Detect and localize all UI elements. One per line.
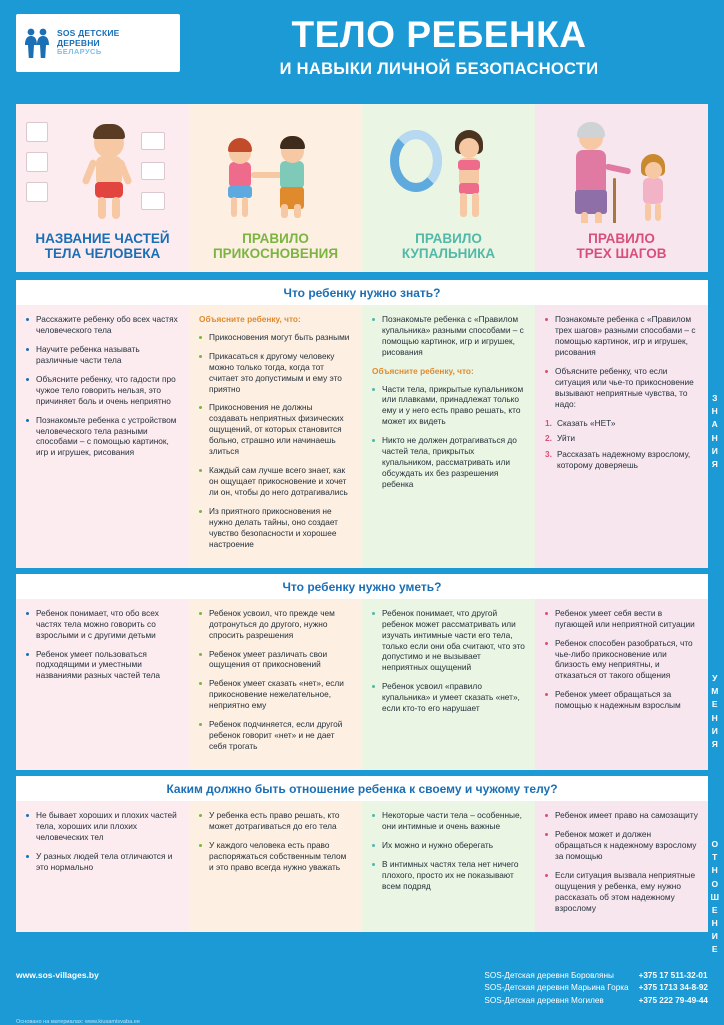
cane-shape xyxy=(613,178,616,223)
list-item: Ребенок понимает, что другой ребенок может рассматривать или изучать интимные части его тела, только если они оба считают, что это допустимо и не вызывает неприятных ощущений xyxy=(372,608,526,674)
list-item: Познакомьте ребенка с «Правилом купальника» разными способами – с помощью картинок, игр и игрушек, рисования xyxy=(372,314,526,358)
topic-caption-line-2: ТЕЛА ЧЕЛОВЕКА xyxy=(44,246,161,262)
topic-caption-line-2: ПРИКОСНОВЕНИЯ xyxy=(212,246,339,262)
list-item: Из приятного прикосновения не нужно делать тайны, оно создает чувство безопасности и хорошее настроение xyxy=(199,506,353,550)
section-banner-knowledge: Что ребенку нужно знать? xyxy=(16,280,708,305)
topic-column-touch-rule xyxy=(189,104,362,272)
attitude-col-body-parts xyxy=(16,801,189,932)
list-item: Познакомьте ребенка с «Правилом трех шагов» разными способами – с помощью картинок, игр и игрушек, рисования xyxy=(545,314,699,358)
topic-column-swimsuit-rule xyxy=(362,104,535,272)
leg-shape xyxy=(655,203,661,221)
contact-names xyxy=(484,970,628,1007)
page-title: ТЕЛО РЕБЕНКА xyxy=(291,14,587,55)
logo-line-1: SOS ДЕТСКИЕ xyxy=(57,28,120,39)
illustration-boy-body-parts xyxy=(16,104,189,223)
attitude-col-swimsuit xyxy=(362,801,535,932)
bullet-list xyxy=(545,608,699,712)
leg-shape xyxy=(98,197,106,219)
list-item: Ребенок умеет пользоваться подходящими и уместными названиями разных частей тела xyxy=(26,649,180,682)
hair-shape xyxy=(577,122,605,138)
topic-caption xyxy=(362,223,535,272)
knowledge-col-three-steps xyxy=(535,305,708,568)
list-item: Познакомьте ребенка с устройством человеческого тела разными способами – с помощью картинок, игр и игрушек, рисования xyxy=(26,415,180,459)
list-item: Объясните ребенку, что если ситуация или чье-то прикосновение вызывают неприятные чувства, то надо: xyxy=(545,366,699,410)
topic-caption-line-1: ПРАВИЛО xyxy=(415,230,482,246)
torso-shape xyxy=(229,162,251,188)
section-knowledge xyxy=(16,305,708,568)
logo-box xyxy=(16,14,180,72)
list-item: У каждого человека есть право распоряжаться собственным телом и это право всегда нужно уважать xyxy=(199,840,353,873)
side-label-skills: У М Е Н И Я xyxy=(711,673,719,749)
leg-shape xyxy=(281,204,288,218)
logo-text xyxy=(57,29,120,56)
topic-caption-line-2: ТРЕХ ШАГОВ xyxy=(576,246,667,262)
step-item: Уйти xyxy=(557,433,576,444)
section-banner-attitude: Каким должно быть отношение ребенка к своему и чужому телу? xyxy=(16,776,708,801)
step-item: Сказать «НЕТ» xyxy=(557,417,616,428)
bullet-list xyxy=(26,608,180,682)
leg-shape xyxy=(112,197,120,219)
topic-caption-line-2: КУПАЛЬНИКА xyxy=(401,246,496,262)
list-item: Некоторые части тела – особенные, они интимные и очень важные xyxy=(372,810,526,832)
contact-name: SOS-Детская деревня Могилев xyxy=(484,995,604,1005)
knowledge-col-body-parts xyxy=(16,305,189,568)
bullet-list xyxy=(545,810,699,914)
list-item: Ребенок способен разобраться, что чье-либо прикосновение или близость ему неприятны, и отказаться от такого общения xyxy=(545,638,699,682)
website-link[interactable]: www.sos-villages.by xyxy=(16,970,99,980)
list-item: Ребенок умеет себя вести в пугающей или неприятной ситуации xyxy=(545,608,699,630)
sos-childrens-villages-logo-icon xyxy=(24,26,50,60)
topic-caption-line-1: НАЗВАНИЕ ЧАСТЕЙ xyxy=(35,230,170,246)
hair-shape xyxy=(280,136,305,149)
skirt-shape xyxy=(228,186,252,198)
card-icon xyxy=(26,152,48,172)
poster-footer xyxy=(0,962,724,1024)
topic-column-three-steps-rule xyxy=(535,104,708,272)
bullet-list xyxy=(26,314,180,458)
side-label-knowledge: З Н А Н И Я xyxy=(711,393,719,469)
list-item: Каждый сам лучше всего знает, как он ощущает прикосновение и хочет ли он, чтобы до него дотрагивались xyxy=(199,465,353,498)
skills-col-body-parts xyxy=(16,599,189,770)
attitude-col-touch xyxy=(189,801,362,932)
torso-shape xyxy=(643,178,663,204)
page-subtitle: И НАВЫКИ ЛИЧНОЙ БЕЗОПАСНОСТИ xyxy=(279,60,599,78)
topic-caption-line-1: ПРАВИЛО xyxy=(588,230,655,246)
contact-phone: +375 1713 34-8-92 xyxy=(638,983,708,993)
logo-line-3: БЕЛАРУСЬ xyxy=(57,47,102,57)
contact-phones xyxy=(639,970,708,1007)
card-icon xyxy=(26,122,48,142)
swimsuit-top-shape xyxy=(458,160,480,170)
list-item: Не бывает хороших и плохих частей тела, хороших или плохих человеческих тел xyxy=(26,810,180,843)
knowledge-col-touch xyxy=(189,305,362,568)
leg-shape xyxy=(645,203,651,221)
skirt-shape xyxy=(575,190,607,214)
list-item: Части тела, прикрытые купальником или плавками, принадлежат только ему и у него есть право решать, кто может их видеть xyxy=(372,384,526,428)
leg-shape xyxy=(294,204,301,218)
leg-shape xyxy=(242,197,248,217)
shorts-shape xyxy=(95,182,123,198)
steps-list xyxy=(545,418,699,471)
section-skills xyxy=(16,599,708,770)
bullet-list xyxy=(372,608,526,714)
head-shape xyxy=(645,162,662,179)
head-shape xyxy=(459,138,479,158)
hair-shape xyxy=(228,138,252,152)
topic-column-body-parts xyxy=(16,104,189,272)
list-item: В интимных частях тела нет ничего плохого, просто их не показывают всем подряд xyxy=(372,859,526,892)
skills-col-swimsuit xyxy=(362,599,535,770)
list-item: Ребенок имеет право на самозащиту xyxy=(545,810,699,821)
lead-text: Объясните ребенку, что: xyxy=(199,314,301,324)
contact-phone: +375 222 79-49-44 xyxy=(638,995,708,1005)
card-icon xyxy=(26,182,48,202)
poster-header xyxy=(16,14,708,92)
illustration-two-children xyxy=(189,104,362,223)
list-item: Прикасаться к другому человеку можно только тогда, когда тот считает это допустимым и ему это приятно xyxy=(199,351,353,395)
list-item: Их можно и нужно оберегать xyxy=(372,840,526,851)
leg-shape xyxy=(581,212,588,223)
bullet-list xyxy=(199,810,353,873)
leg-shape xyxy=(595,212,602,223)
topic-caption xyxy=(189,223,362,272)
lead-text: Объясните ребенку, что: xyxy=(372,365,474,376)
topic-caption xyxy=(535,223,708,272)
hair-shape xyxy=(93,124,125,139)
leg-shape xyxy=(231,197,237,217)
bullet-list xyxy=(372,810,526,892)
illustration-grandmother-and-girl xyxy=(535,104,708,223)
attitude-col-three-steps xyxy=(535,801,708,932)
contacts-block xyxy=(484,970,708,1007)
list-item: Прикосновения могут быть разными xyxy=(199,332,353,343)
card-icon xyxy=(141,192,165,210)
contact-name: SOS-Детская деревня Марьина Горка xyxy=(484,983,629,993)
bullet-list xyxy=(372,384,526,490)
list-item: Прикосновения не должны создавать неприятных физических ощущений, от которых становится больно, страшно или начинаешь злиться xyxy=(199,402,353,457)
list-item: Ребенок умеет различать свои ощущения от прикосновений xyxy=(199,649,353,671)
list-item: Ребенок умеет обращаться за помощью к надежным взрослым xyxy=(545,689,699,711)
list-item: У разных людей тела отличаются и это нормально xyxy=(26,851,180,873)
illustration-strip xyxy=(16,104,708,272)
list-item: У ребенка есть право решать, кто может дотрагиваться до его тела xyxy=(199,810,353,832)
list-item: Ребенок может и должен обращаться к надежному взрослому за помощью xyxy=(545,829,699,862)
list-item: Расскажите ребенку обо всех частях человеческого тела xyxy=(26,314,180,336)
section-attitude xyxy=(16,801,708,932)
skills-col-touch xyxy=(189,599,362,770)
list-item: Ребенок подчиняется, если другой ребенок говорит «нет» и не дает себя трогать xyxy=(199,719,353,752)
contact-name: SOS-Детская деревня Боровляны xyxy=(484,971,614,980)
section-banner-skills: Что ребенку нужно уметь? xyxy=(16,574,708,599)
card-icon xyxy=(141,132,165,150)
torso-shape xyxy=(280,161,304,189)
contact-phone: +375 17 511-32-01 xyxy=(638,971,708,980)
swim-ring-highlight xyxy=(390,130,442,192)
bullet-list xyxy=(372,314,526,358)
bullet-list xyxy=(545,314,699,410)
topic-caption-line-1: ПРАВИЛО xyxy=(242,230,309,246)
bullet-list xyxy=(26,810,180,873)
title-block xyxy=(170,14,708,79)
source-note: Основано на материалах: www.kiusamisvaba.ee xyxy=(16,1018,140,1025)
list-item: Никто не должен дотрагиваться до частей тела, прикрытых купальником, рассматривать или обсуждать их без разрешения ребенка xyxy=(372,435,526,490)
side-label-attitude: О Т Н О Ш Е Н И Е xyxy=(710,839,720,955)
list-item: Если ситуация вызвала неприятные ощущения у ребенка, ему нужно рассказать об этом надежному взрослому xyxy=(545,870,699,914)
bullet-list xyxy=(199,608,353,752)
illustration-girl-swimsuit xyxy=(362,104,535,223)
list-item: Ребенок умеет сказать «нет», если прикосновение нежелательное, неприятно ему xyxy=(199,678,353,711)
arm-shape xyxy=(605,163,632,174)
leg-shape xyxy=(472,193,479,217)
logo-line-2: ДЕРЕВНИ xyxy=(57,37,100,48)
list-item: Ребенок понимает, что обо всех частях тела можно говорить со взрослыми и с другими детьми xyxy=(26,608,180,641)
skills-col-three-steps xyxy=(535,599,708,770)
list-item: Объясните ребенку, что гадости про чужое тело говорить нельзя, это причиняет боль и очень неприятно xyxy=(26,374,180,407)
bullet-list xyxy=(199,332,353,550)
topic-caption xyxy=(16,223,189,272)
card-icon xyxy=(141,162,165,180)
list-item: Научите ребенка называть различные части тела xyxy=(26,344,180,366)
list-item: Ребенок усвоил, что прежде чем дотронуться до другого, нужно спросить разрешения xyxy=(199,608,353,641)
step-item: Рассказать надежному взрослому, которому доверяешь xyxy=(557,449,691,470)
leg-shape xyxy=(460,193,467,217)
knowledge-col-swimsuit xyxy=(362,305,535,568)
list-item: Ребенок усвоил «правило купальника» и умеет сказать «нет», если кто-то его нарушает xyxy=(372,681,526,714)
